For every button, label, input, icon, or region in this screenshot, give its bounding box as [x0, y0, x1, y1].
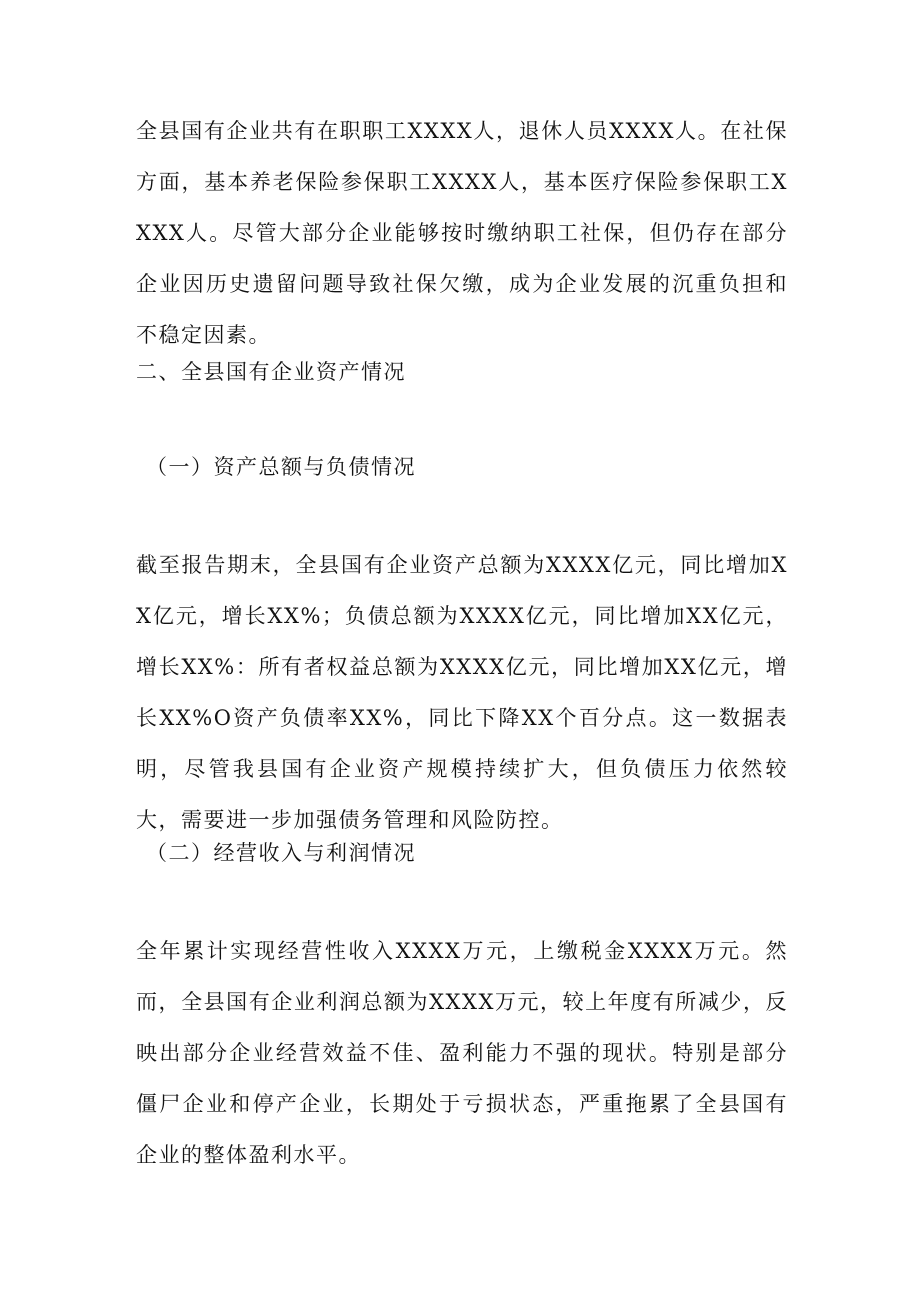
- paragraph-employees-social-security: 全县国有企业共有在职职工XXXX人，退休人员XXXX人。在社保方面，基本养老保险参保职工XXXX人，基本医疗保险参保职工XXXX人。尽管大部分企业能够按时缴纳职工社保，但仍存在部分企业因历史遗留问题导致社保欠缴，成为企业发展的沉重负担和不稳定因素。: [136, 119, 788, 347]
- section-heading-assets: 二、全县国有企业资产情况: [136, 360, 406, 384]
- paragraph-assets-liabilities: 截至报告期末，全县国有企业资产总额为XXXX亿元，同比增加XX亿元，增长XX%；负债总额为XXXX亿元，同比增加XX亿元，增长XX%：所有者权益总额为XXXX亿元，同比增加XX亿元，增长XX%O资产负债率XX%，同比下降XX个百分点。这一数据表明，尽管我县国有企业资产规模持续扩大，但负债压力依然较大，需要进一步加强债务管理和风险防控。: [136, 553, 788, 832]
- subsection-heading-assets-liabilities: （一）资产总额与负债情况: [146, 455, 416, 479]
- paragraph-revenue-profit: 全年累计实现经营性收入XXXX万元，上缴税金XXXX万元。然而，全县国有企业利润总额为XXXX万元，较上年度有所减少，反映出部分企业经营效益不佳、盈利能力不强的现状。特别是部分僵尸企业和停产企业，长期处于亏损状态，严重拖累了全县国有企业的整体盈利水平。: [136, 939, 788, 1167]
- subsection-heading-revenue-profit: （二）经营收入与利润情况: [146, 841, 416, 865]
